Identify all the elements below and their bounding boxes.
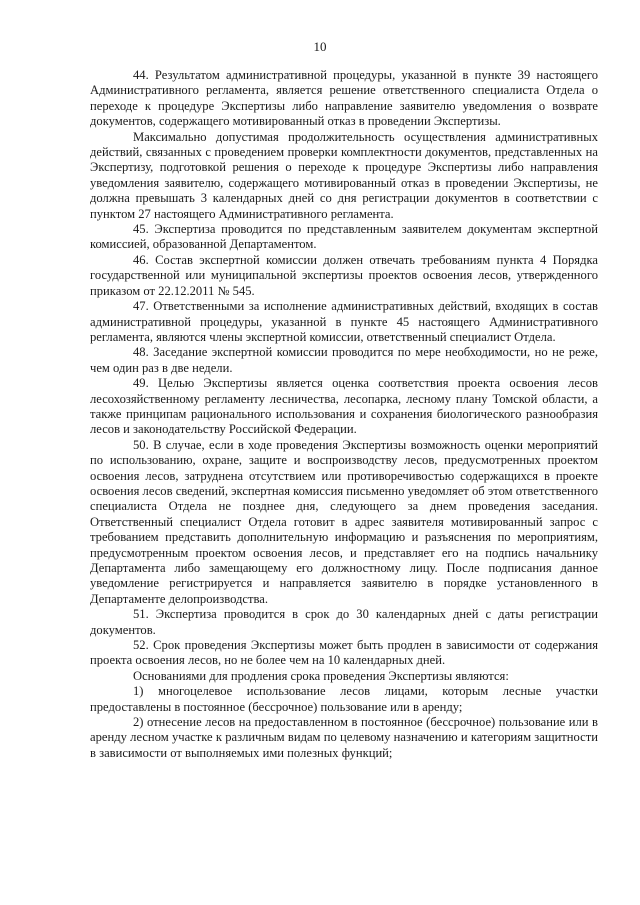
- paragraph-48: 48. Заседание экспертной комиссии проводится по мере необходимости, но не реже, чем один раз в две недели.: [90, 345, 598, 375]
- paragraph-44: 44. Результатом административной процедуры, указанной в пункте 39 настоящего Административного регламента, является решение ответственного специалиста Отдела о переходе к процедуре Экспертизы либо направление заявителю уведомления о возврате документов, содержащего мотивированный отказ в проведении Экспертизы.: [90, 68, 598, 129]
- list-item-1: 1) многоцелевое использование лесов лицами, которым лесные участки предоставлены в постоянное (бессрочное) пользование или в аренду;: [90, 684, 598, 714]
- paragraph-46: 46. Состав экспертной комиссии должен отвечать требованиям пункта 4 Порядка государственной или муниципальной экспертизы проектов освоения лесов, утвержденного приказом от 22.12.2011 № 545.: [90, 252, 598, 298]
- paragraph-45: 45. Экспертиза проводится по представленным заявителем документам экспертной комиссией, образованной Департаментом.: [90, 222, 598, 252]
- paragraph-47: 47. Ответственными за исполнение административных действий, входящих в состав административной процедуры, указанной в пункте 45 настоящего Административного регламента, являются члены экспертной комиссии, ответственный специалист Отдела.: [90, 299, 598, 344]
- document-body: [90, 68, 598, 761]
- list-item-2: 2) отнесение лесов на предоставленном в постоянное (бессрочное) пользование или в аренду лесном участке к различным видам по целевому назначению и категориям защитности в зависимости от выполняемых ими полезных функций;: [90, 715, 598, 760]
- page-number: 10: [313, 39, 327, 54]
- paragraph-44-duration: Максимально допустимая продолжительность осуществления административных действий, связанных с проведением проверки комплектности документов, представленных на Экспертизу, подготовкой решения о переходе к процедуре Экспертизы либо направления уведомления заявителю, содержащего мотивированный отказ в проведении Экспертизы, не должна превышать 3 календарных дней со дня регистрации документов в соответствии с пунктом 27 настоящего Административного регламента.: [90, 129, 598, 221]
- paragraph-51: 51. Экспертиза проводится в срок до 30 календарных дней с даты регистрации документов.: [90, 607, 598, 637]
- paragraph-49: 49. Целью Экспертизы является оценка соответствия проекта освоения лесов лесохозяйственному регламенту лесничества, лесопарка, лесному плану Томской области, а также принципам рационального использования и сохранения биологического разнообразия лесов и законодательству Российской Федерации.: [90, 376, 598, 437]
- paragraph-52: 52. Срок проведения Экспертизы может быть продлен в зависимости от содержания проекта освоения лесов, но не более чем на 10 календарных дней.: [90, 638, 598, 668]
- paragraph-extension-grounds: Основаниями для продления срока проведения Экспертизы являются:: [133, 668, 509, 683]
- paragraph-50: 50. В случае, если в ходе проведения Экспертизы возможность оценки мероприятий по использованию, охране, защите и воспроизводству лесов, предусмотренных проектом освоения лесов, затруднена отсутствием или противоречивостью содержащихся в проекте освоения лесов сведений, экспертная комиссия письменно уведомляет об этом ответственного специалиста Отдела не позднее дня, следующего за днем проведения заседания. Ответственный специалист Отдела готовит в адрес заявителя мотивированный запрос с требованием представить дополнительную информацию и разъяснения по мероприятиям, предусмотренным проектом освоения лесов, и представляет его на подпись начальнику Департамента либо замещающему его должностному лицу. После подписания данное уведомление регистрируется и направляется заявителю в порядке установленного в Департаменте делопроизводства.: [90, 437, 598, 606]
